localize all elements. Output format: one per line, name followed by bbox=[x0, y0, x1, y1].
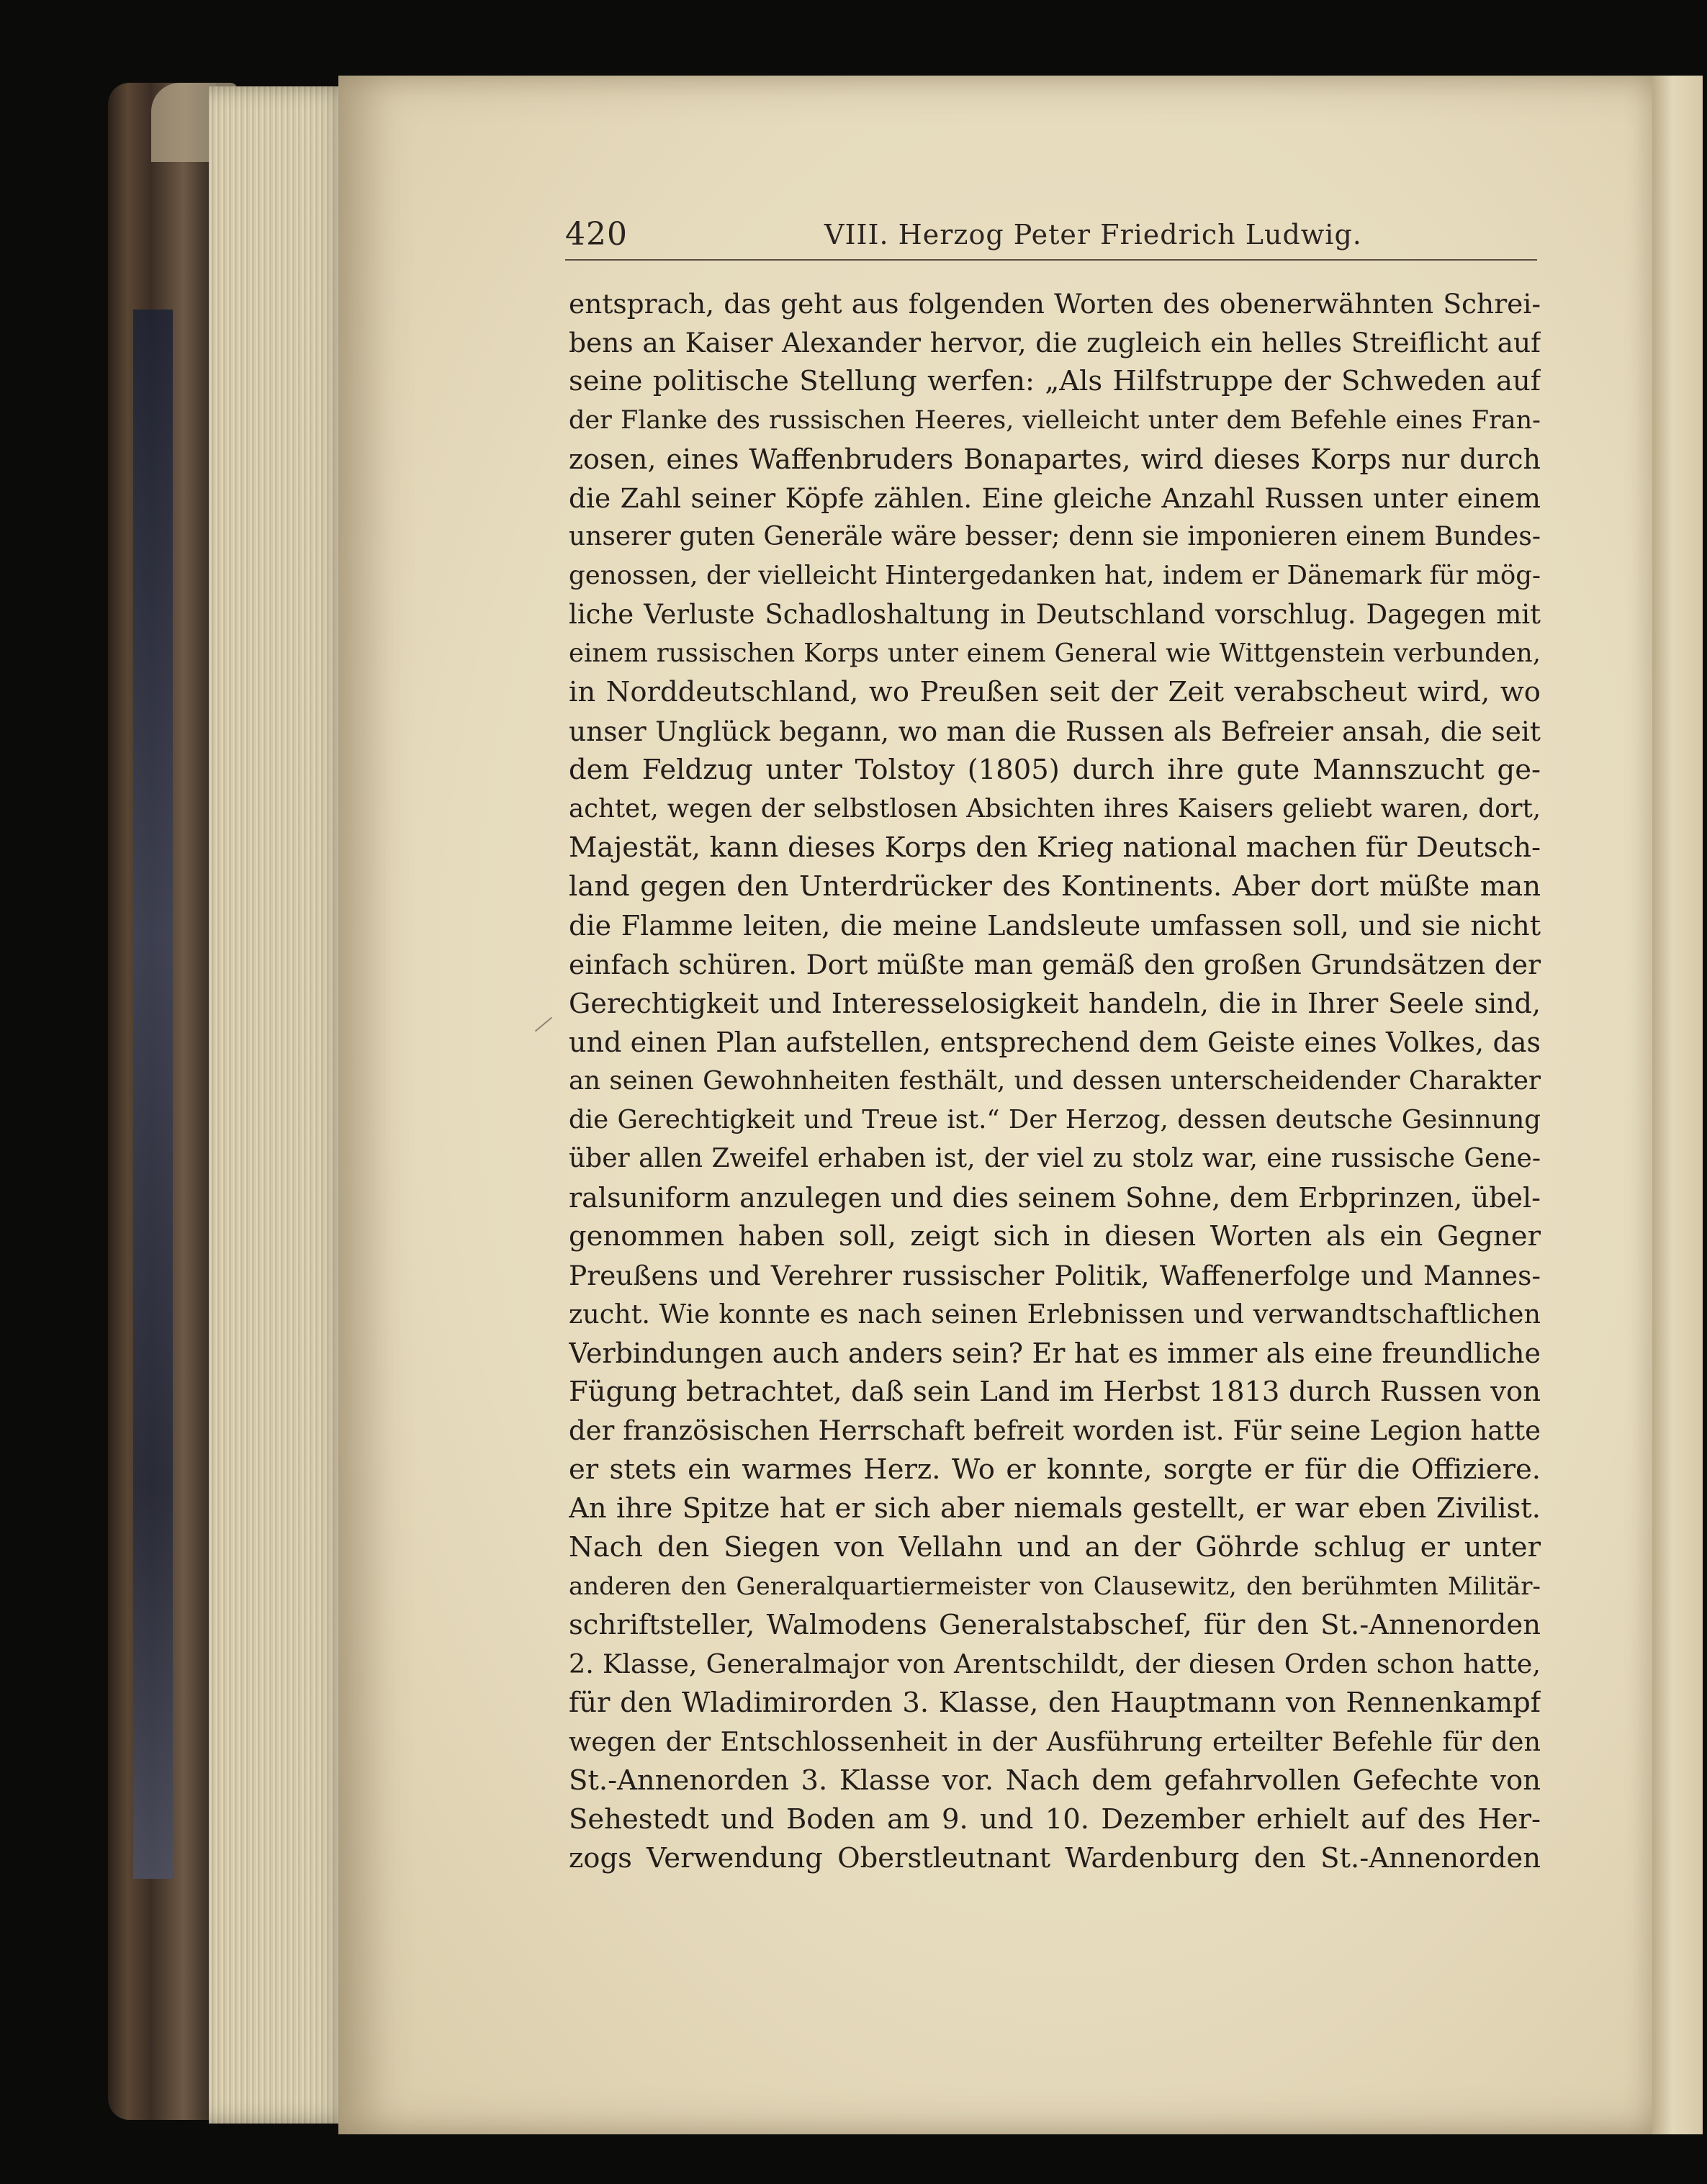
text-line: Sehestedt und Boden am 9. und 10. Dezember erhielt auf des Her- bbox=[569, 1803, 1541, 1836]
text-line: er stets ein warmes Herz. Wo er konnte, sorgte er für die Offiziere. bbox=[569, 1453, 1541, 1486]
text-line: Nach den Siegen von Vellahn und an der Göhrde schlug er unter bbox=[569, 1531, 1541, 1563]
text-line: unser Unglück begann, wo man die Russen als Befreier ansah, die seit bbox=[569, 716, 1541, 747]
header-rule bbox=[565, 259, 1537, 261]
text-line: St.-Annenorden 3. Klasse vor. Nach dem gefahrvollen Gefechte von bbox=[569, 1764, 1541, 1797]
text-line: schriftsteller, Walmodens Generalstabschef, für den St.-Annenorden bbox=[569, 1609, 1541, 1641]
text-line: An ihre Spitze hat er sich aber niemals gestellt, er war eben Zivilist. bbox=[569, 1492, 1541, 1525]
text-line: Verbindungen auch anders sein? Er hat es immer als eine freundliche bbox=[569, 1337, 1541, 1369]
text-line: der Flanke des russischen Heeres, vielleicht unter dem Befehle eines Fran- bbox=[569, 406, 1541, 435]
text-line: unserer guten Generäle wäre besser; denn sie imponieren einem Bundes- bbox=[569, 522, 1541, 551]
page-edges bbox=[209, 86, 353, 2124]
text-line: genossen, der vielleicht Hintergedanken hat, indem er Dänemark für mög- bbox=[569, 561, 1541, 590]
text-line: für den Wladimirorden 3. Klasse, den Hauptmann von Rennenkampf bbox=[569, 1687, 1541, 1719]
page-header bbox=[565, 216, 1537, 259]
text-line: ralsuniform anzulegen und dies seinem Sohne, dem Erbprinzen, übel- bbox=[569, 1182, 1541, 1214]
text-line: entsprach, das geht aus folgenden Worten des obenerwähnten Schrei- bbox=[569, 288, 1541, 320]
text-line: liche Verluste Schadloshaltung in Deutschland vorschlug. Dagegen mit bbox=[569, 599, 1541, 630]
text-line: über allen Zweifel erhaben ist, der viel zu stolz war, eine russische Gene- bbox=[569, 1144, 1541, 1173]
text-line: der französischen Herrschaft befreit worden ist. Für seine Legion hatte bbox=[569, 1415, 1541, 1446]
text-line: zogs Verwendung Oberstleutnant Wardenburg den St.-Annenorden bbox=[569, 1842, 1541, 1874]
text-line: Gerechtigkeit und Interesselosigkeit handeln, die in Ihrer Seele sind, bbox=[569, 988, 1541, 1019]
text-line: einfach schüren. Dort müßte man gemäß den großen Grundsätzen der bbox=[569, 949, 1541, 980]
text-line: die Zahl seiner Köpfe zählen. Eine gleiche Anzahl Russen unter einem bbox=[569, 482, 1541, 514]
text-line: und einen Plan aufstellen, entsprechend dem Geiste eines Volkes, das bbox=[569, 1026, 1541, 1058]
body-text bbox=[569, 284, 1541, 1878]
text-line: Majestät, kann dieses Korps den Krieg national machen für Deutsch- bbox=[569, 831, 1541, 864]
text-line: Preußens und Verehrer russischer Politik, Waffenerfolge und Mannes- bbox=[569, 1260, 1541, 1291]
text-line: in Norddeutschland, wo Preußen seit der Zeit verabscheut wird, wo bbox=[569, 676, 1541, 708]
facing-page-edge bbox=[1652, 76, 1703, 2134]
text-line: an seinen Gewohnheiten festhält, und dessen unterscheidender Charakter bbox=[569, 1066, 1541, 1096]
text-line: die Flamme leiten, die meine Landsleute umfassen soll, und sie nicht bbox=[569, 910, 1541, 942]
text-line: 2. Klasse, Generalmajor von Arentschildt, der diesen Orden schon hatte, bbox=[569, 1648, 1541, 1679]
text-line: anderen den Generalquartiermeister von Clausewitz, den berühmten Militär- bbox=[569, 1572, 1541, 1601]
text-line: zucht. Wie konnte es nach seinen Erlebnissen und verwandtschaftlichen bbox=[569, 1299, 1541, 1330]
text-line: achtet, wegen der selbstlosen Absichten ihres Kaisers geliebt waren, dort, bbox=[569, 794, 1541, 823]
text-line: Fügung betrachtet, daß sein Land im Herbst 1813 durch Russen von bbox=[569, 1376, 1541, 1408]
running-head: VIII. Herzog Peter Friedrich Ludwig. bbox=[824, 219, 1362, 251]
text-line: zosen, eines Waffenbruders Bonapartes, wird dieses Korps nur durch bbox=[569, 443, 1541, 475]
cover-spine-patch bbox=[133, 310, 173, 1879]
text-line: die Gerechtigkeit und Treue ist.“ Der Herzog, dessen deutsche Gesinnung bbox=[569, 1105, 1541, 1134]
page-number: 420 bbox=[565, 216, 628, 253]
text-line: wegen der Entschlossenheit in der Ausführung erteilter Befehle für den bbox=[569, 1726, 1541, 1757]
text-line: land gegen den Unterdrücker des Kontinents. Aber dort müßte man bbox=[569, 870, 1541, 903]
text-line: einem russischen Korps unter einem General wie Wittgenstein verbunden, bbox=[569, 638, 1541, 668]
text-line: dem Feldzug unter Tolstoy (1805) durch ihre gute Mannszucht ge- bbox=[569, 754, 1541, 786]
text-line: bens an Kaiser Alexander hervor, die zugleich ein helles Streiflicht auf bbox=[569, 327, 1541, 358]
text-line: seine politische Stellung werfen: „Als Hilfstruppe der Schweden auf bbox=[569, 365, 1541, 397]
text-line: genommen haben soll, zeigt sich in diesen Worten als ein Gegner bbox=[569, 1220, 1541, 1253]
